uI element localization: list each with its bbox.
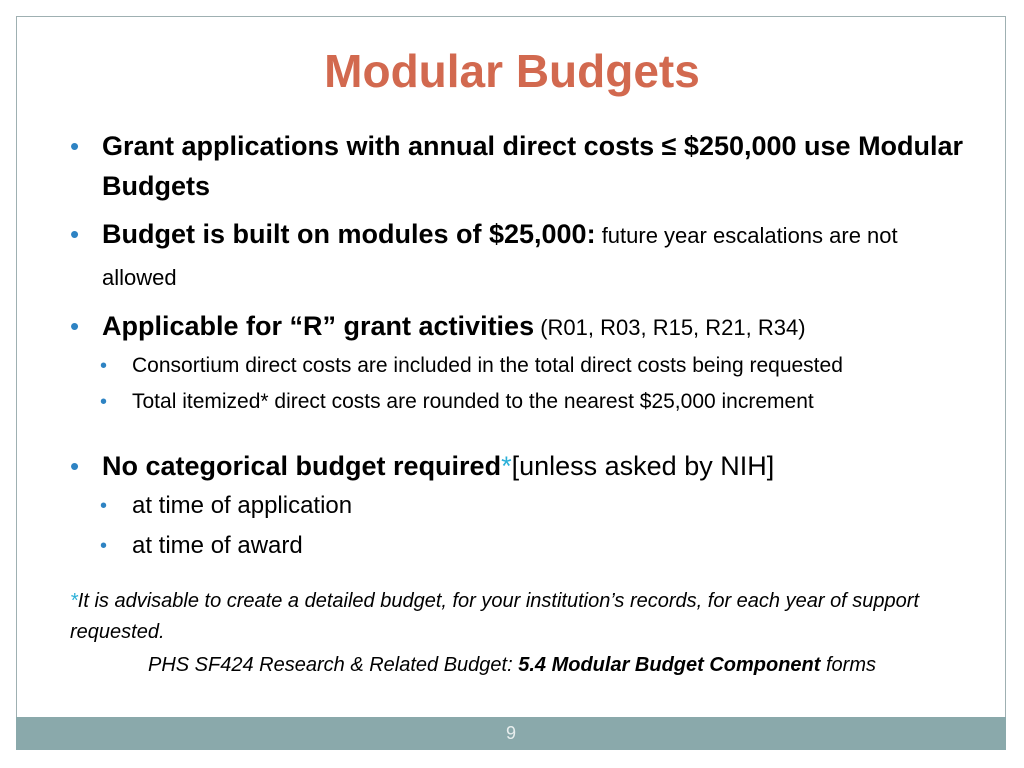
bullet-dot-icon: • — [70, 219, 80, 249]
bullet-dot-icon: • — [100, 535, 108, 557]
sub-bullet-item — [70, 384, 970, 420]
reference-prefix: PHS SF424 Research & Related Budget: — [148, 654, 519, 676]
bullet-list — [70, 126, 970, 566]
bullet-bold-text: Budget is built on modules of $25,000: — [102, 219, 596, 249]
bullet-dot-icon: • — [100, 355, 108, 377]
bullet-normal-text: future year escalations are not allowed — [102, 223, 898, 290]
sub-bullet-text: Total itemized* direct costs are rounded to the nearest $25,000 increment — [132, 390, 814, 413]
bullet-dot-icon: • — [70, 131, 80, 161]
bullet-dot-icon: • — [100, 495, 108, 517]
reference-suffix: forms — [820, 654, 876, 676]
bullet-dot-icon: • — [70, 451, 80, 481]
footer-bar — [16, 717, 1006, 750]
reference-line — [0, 654, 1024, 677]
sub-bullet-item — [70, 348, 970, 384]
bullet-bold-text: Applicable for “R” grant activities — [102, 311, 535, 341]
bullet-normal-text: [unless asked by NIH] — [511, 451, 775, 481]
footnote-text: It is advisable to create a detailed budget, for your institution’s records, for each year of support requested. — [70, 590, 920, 643]
sub-bullet-item — [70, 486, 970, 526]
sub-bullet-text: at time of award — [132, 532, 303, 559]
slide-title: Modular Budgets — [324, 45, 700, 97]
bullet-item — [70, 306, 970, 348]
bullet-dot-icon: • — [100, 391, 108, 413]
bullet-dot-icon: • — [70, 311, 80, 341]
bullet-bold-text: Grant applications with annual direct costs ≤ $250,000 use Modular Budgets — [102, 131, 964, 201]
bullet-item — [70, 446, 970, 486]
bullet-item — [70, 126, 970, 206]
page-number: 9 — [505, 723, 516, 743]
sub-bullet-text: Consortium direct costs are included in the total direct costs being requested — [132, 354, 843, 377]
sub-bullet-text: at time of application — [132, 492, 353, 519]
bullet-item — [70, 214, 970, 298]
asterisk-mark: * — [70, 590, 78, 612]
asterisk-mark: * — [501, 451, 512, 481]
footnote — [70, 586, 990, 648]
sub-bullet-item — [70, 526, 970, 566]
bullet-normal-text: (R01, R03, R15, R21, R34) — [534, 315, 806, 340]
bullet-bold-text: No categorical budget required — [102, 451, 502, 481]
reference-bold: 5.4 Modular Budget Component — [518, 654, 821, 676]
